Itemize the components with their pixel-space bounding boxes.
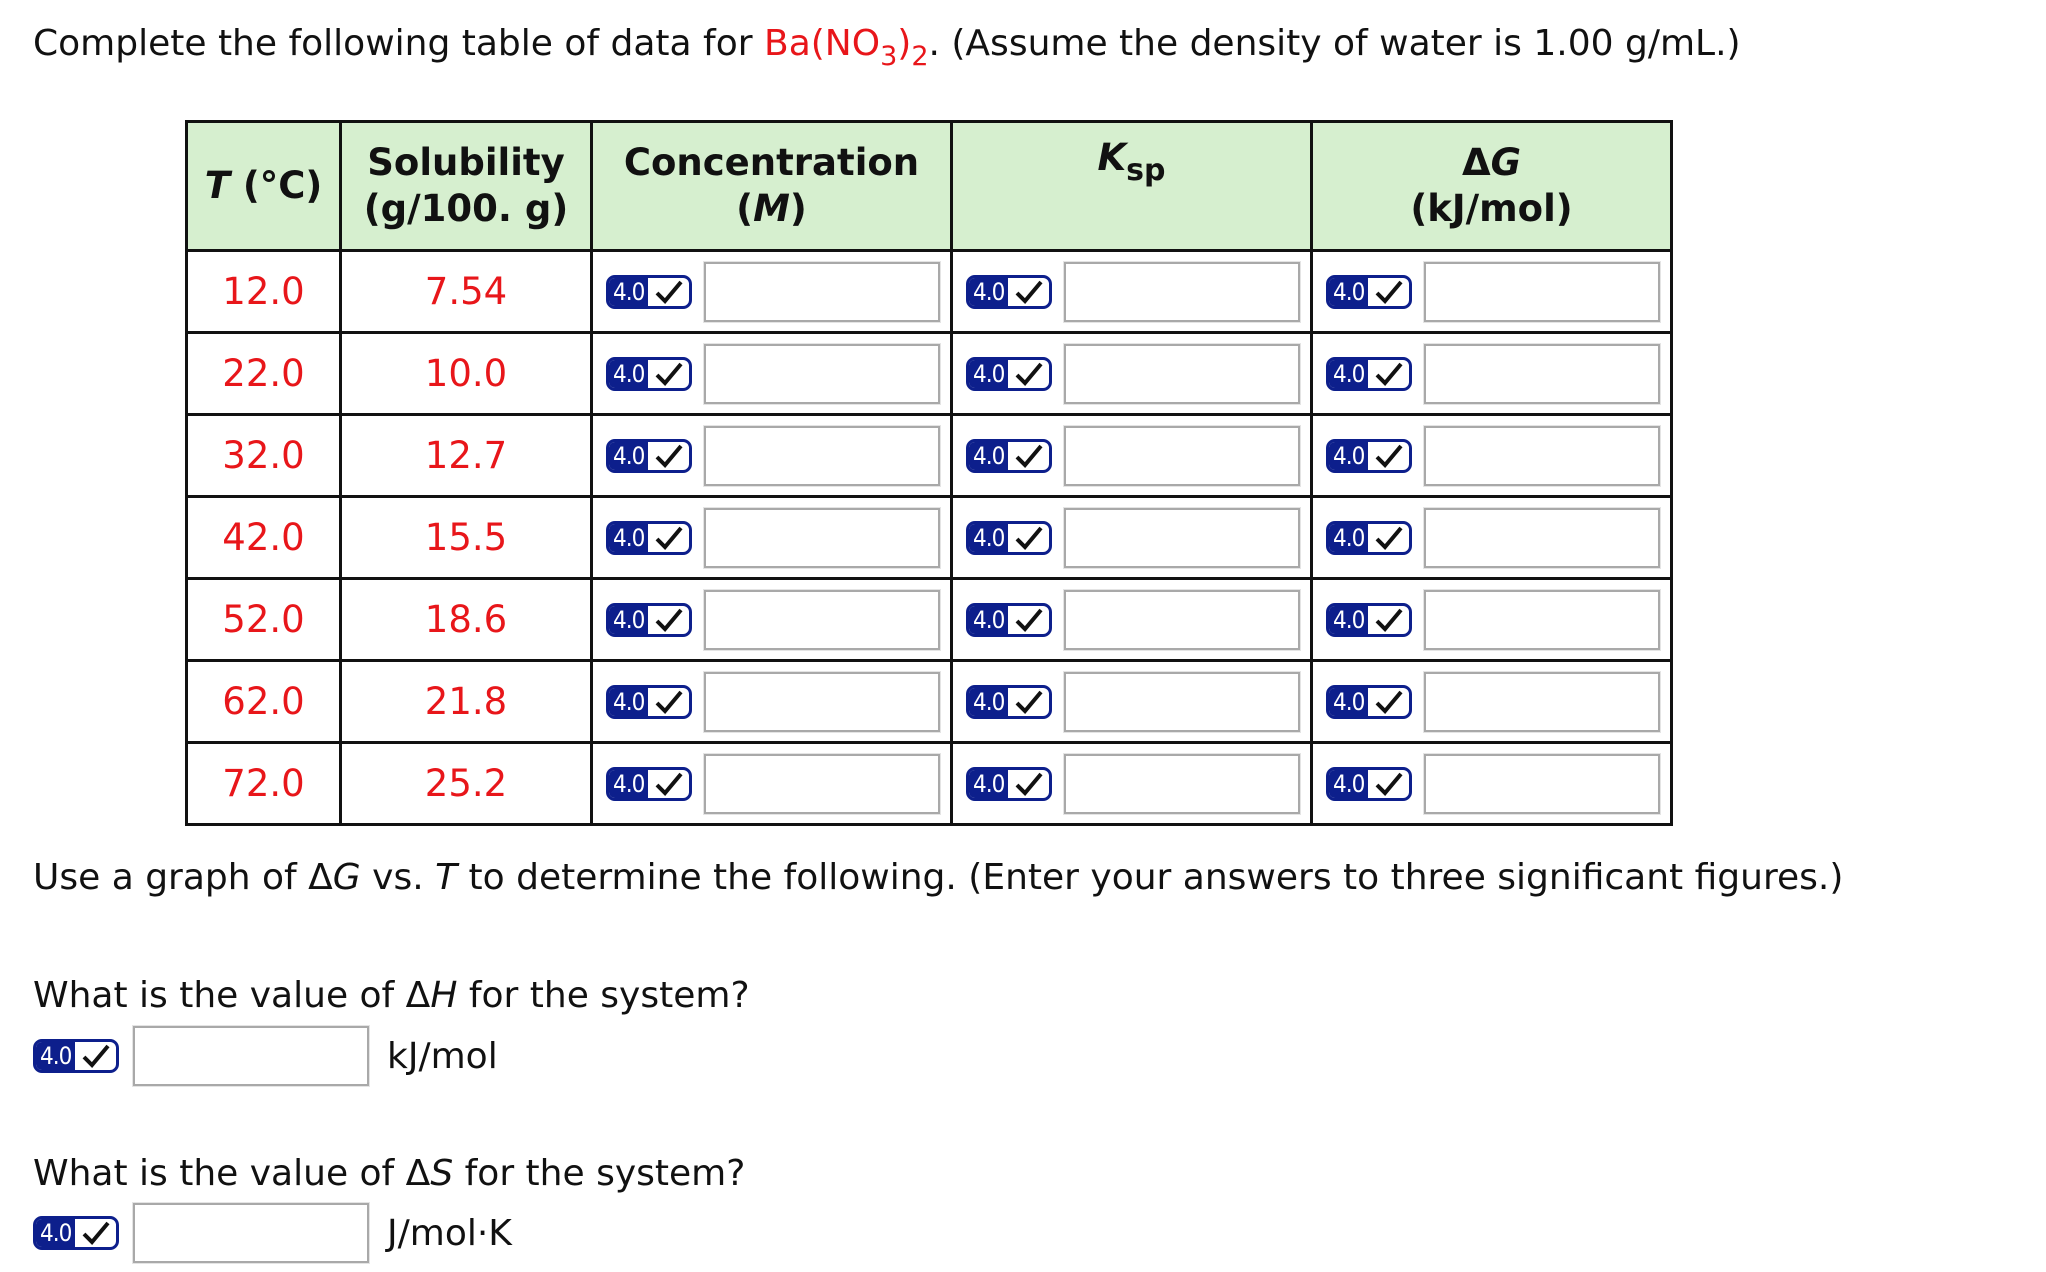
enthalpy-question: What is the value of ΔH for the system? bbox=[33, 975, 750, 1016]
delta-g-input[interactable] bbox=[1424, 262, 1660, 322]
ksp-cell bbox=[952, 579, 1312, 661]
delta-g-answer-group bbox=[1313, 426, 1670, 486]
delta-g-cell bbox=[1312, 743, 1672, 825]
temperature-cell: 22.0 bbox=[187, 333, 341, 415]
delta-g-answer-group bbox=[1313, 590, 1670, 650]
points-badge: 4.0 bbox=[1326, 603, 1412, 637]
solubility-cell: 25.2 bbox=[341, 743, 592, 825]
delta-g-cell bbox=[1312, 497, 1672, 579]
ksp-answer-group bbox=[953, 262, 1310, 322]
check-icon bbox=[1008, 688, 1049, 716]
points-badge: 4.0 bbox=[606, 439, 692, 473]
concentration-cell bbox=[592, 661, 952, 743]
check-icon bbox=[1368, 688, 1409, 716]
entropy-input[interactable] bbox=[133, 1203, 369, 1263]
points-badge: 4.0 bbox=[33, 1039, 119, 1073]
delta-g-input[interactable] bbox=[1424, 672, 1660, 732]
header-solubility: Solubility (g/100. g) bbox=[341, 122, 592, 251]
delta-g-cell bbox=[1312, 333, 1672, 415]
concentration-input[interactable] bbox=[704, 262, 940, 322]
delta-g-input[interactable] bbox=[1424, 426, 1660, 486]
solubility-cell: 18.6 bbox=[341, 579, 592, 661]
points-badge: 4.0 bbox=[606, 521, 692, 555]
delta-g-input[interactable] bbox=[1424, 508, 1660, 568]
concentration-cell bbox=[592, 415, 952, 497]
ksp-cell bbox=[952, 661, 1312, 743]
points-badge: 4.0 bbox=[1326, 521, 1412, 555]
intro-text bbox=[33, 22, 1741, 72]
ksp-cell bbox=[952, 415, 1312, 497]
ksp-input[interactable] bbox=[1064, 262, 1300, 322]
table-row bbox=[187, 497, 1672, 579]
delta-g-cell bbox=[1312, 579, 1672, 661]
delta-g-cell bbox=[1312, 661, 1672, 743]
concentration-input[interactable] bbox=[704, 508, 940, 568]
check-icon bbox=[1008, 442, 1049, 470]
concentration-cell bbox=[592, 579, 952, 661]
ksp-input[interactable] bbox=[1064, 754, 1300, 814]
concentration-cell bbox=[592, 497, 952, 579]
ksp-cell bbox=[952, 333, 1312, 415]
entropy-unit: J/mol·K bbox=[387, 1212, 512, 1254]
points-badge: 4.0 bbox=[966, 767, 1052, 801]
concentration-input[interactable] bbox=[704, 426, 940, 486]
check-icon bbox=[1368, 442, 1409, 470]
check-icon bbox=[1008, 524, 1049, 552]
ksp-answer-group bbox=[953, 426, 1310, 486]
points-badge: 4.0 bbox=[966, 275, 1052, 309]
ksp-answer-group bbox=[953, 672, 1310, 732]
table-header-row bbox=[187, 122, 1672, 251]
points-badge: 4.0 bbox=[606, 357, 692, 391]
delta-g-answer-group bbox=[1313, 508, 1670, 568]
intro-prefix: Complete the following table of data for bbox=[33, 23, 764, 64]
ksp-input[interactable] bbox=[1064, 508, 1300, 568]
delta-g-input[interactable] bbox=[1424, 344, 1660, 404]
check-icon bbox=[1368, 278, 1409, 306]
check-icon bbox=[648, 770, 689, 798]
concentration-answer-group bbox=[593, 426, 950, 486]
concentration-input[interactable] bbox=[704, 344, 940, 404]
concentration-input[interactable] bbox=[704, 672, 940, 732]
solubility-cell: 12.7 bbox=[341, 415, 592, 497]
enthalpy-input[interactable] bbox=[133, 1026, 369, 1086]
ksp-answer-group bbox=[953, 754, 1310, 814]
delta-g-answer-group bbox=[1313, 262, 1670, 322]
solubility-cell: 7.54 bbox=[341, 251, 592, 333]
check-icon bbox=[648, 360, 689, 388]
concentration-input[interactable] bbox=[704, 590, 940, 650]
concentration-answer-group bbox=[593, 590, 950, 650]
ksp-input[interactable] bbox=[1064, 672, 1300, 732]
concentration-input[interactable] bbox=[704, 754, 940, 814]
check-icon bbox=[648, 524, 689, 552]
points-badge: 4.0 bbox=[606, 685, 692, 719]
header-ksp: $K_{sp}$ bbox=[952, 122, 1312, 251]
points-badge: 4.0 bbox=[33, 1216, 119, 1250]
points-badge: 4.0 bbox=[606, 767, 692, 801]
ksp-input[interactable] bbox=[1064, 426, 1300, 486]
table-row bbox=[187, 579, 1672, 661]
temperature-cell: 62.0 bbox=[187, 661, 341, 743]
check-icon bbox=[75, 1219, 116, 1247]
check-icon bbox=[1008, 278, 1049, 306]
ksp-input[interactable] bbox=[1064, 590, 1300, 650]
check-icon bbox=[1368, 606, 1409, 634]
table-row bbox=[187, 251, 1672, 333]
solubility-cell: 15.5 bbox=[341, 497, 592, 579]
concentration-cell bbox=[592, 333, 952, 415]
concentration-answer-group bbox=[593, 672, 950, 732]
check-icon bbox=[1008, 770, 1049, 798]
entropy-question: What is the value of ΔS for the system? bbox=[33, 1153, 746, 1194]
concentration-cell bbox=[592, 251, 952, 333]
enthalpy-answer-row bbox=[33, 1026, 498, 1086]
check-icon bbox=[1368, 770, 1409, 798]
check-icon bbox=[1008, 606, 1049, 634]
check-icon bbox=[648, 606, 689, 634]
enthalpy-unit: kJ/mol bbox=[387, 1035, 498, 1077]
check-icon bbox=[75, 1042, 116, 1070]
check-icon bbox=[1368, 360, 1409, 388]
ksp-input[interactable] bbox=[1064, 344, 1300, 404]
temperature-cell: 72.0 bbox=[187, 743, 341, 825]
temperature-cell: 32.0 bbox=[187, 415, 341, 497]
table-row bbox=[187, 333, 1672, 415]
points-badge: 4.0 bbox=[966, 603, 1052, 637]
data-table bbox=[185, 120, 1673, 826]
ksp-answer-group bbox=[953, 344, 1310, 404]
delta-g-answer-group bbox=[1313, 754, 1670, 814]
ksp-cell bbox=[952, 743, 1312, 825]
delta-g-cell bbox=[1312, 251, 1672, 333]
solubility-cell: 21.8 bbox=[341, 661, 592, 743]
ksp-answer-group bbox=[953, 590, 1310, 650]
points-badge: 4.0 bbox=[1326, 685, 1412, 719]
graph-instruction: Use a graph of ΔG vs. T to determine the following. (Enter your answers to three significant figures.) bbox=[33, 857, 1844, 898]
concentration-answer-group bbox=[593, 508, 950, 568]
points-badge: 4.0 bbox=[1326, 767, 1412, 801]
concentration-answer-group bbox=[593, 344, 950, 404]
ksp-answer-group bbox=[953, 508, 1310, 568]
concentration-answer-group bbox=[593, 262, 950, 322]
solubility-cell: 10.0 bbox=[341, 333, 592, 415]
check-icon bbox=[648, 688, 689, 716]
intro-suffix: . (Assume the density of water is 1.00 g/mL.) bbox=[928, 23, 1741, 64]
compound-formula: $Ba(NO_3)_2$ bbox=[764, 23, 929, 72]
check-icon bbox=[1008, 360, 1049, 388]
temperature-cell: 52.0 bbox=[187, 579, 341, 661]
delta-g-input[interactable] bbox=[1424, 590, 1660, 650]
concentration-cell bbox=[592, 743, 952, 825]
points-badge: 4.0 bbox=[966, 685, 1052, 719]
points-badge: 4.0 bbox=[606, 603, 692, 637]
points-badge: 4.0 bbox=[1326, 275, 1412, 309]
delta-g-input[interactable] bbox=[1424, 754, 1660, 814]
delta-g-cell bbox=[1312, 415, 1672, 497]
table-row bbox=[187, 743, 1672, 825]
ksp-cell bbox=[952, 251, 1312, 333]
points-badge: 4.0 bbox=[1326, 357, 1412, 391]
points-badge: 4.0 bbox=[1326, 439, 1412, 473]
points-badge: 4.0 bbox=[966, 439, 1052, 473]
points-badge: 4.0 bbox=[606, 275, 692, 309]
header-temperature: T (°C) bbox=[187, 122, 341, 251]
points-badge: 4.0 bbox=[966, 521, 1052, 555]
delta-g-answer-group bbox=[1313, 672, 1670, 732]
points-badge: 4.0 bbox=[966, 357, 1052, 391]
delta-g-answer-group bbox=[1313, 344, 1670, 404]
check-icon bbox=[648, 442, 689, 470]
header-concentration: Concentration (M) bbox=[592, 122, 952, 251]
table-row bbox=[187, 661, 1672, 743]
table-row bbox=[187, 415, 1672, 497]
header-delta-g: ΔG (kJ/mol) bbox=[1312, 122, 1672, 251]
temperature-cell: 42.0 bbox=[187, 497, 341, 579]
check-icon bbox=[648, 278, 689, 306]
concentration-answer-group bbox=[593, 754, 950, 814]
ksp-cell bbox=[952, 497, 1312, 579]
check-icon bbox=[1368, 524, 1409, 552]
entropy-answer-row bbox=[33, 1203, 512, 1263]
temperature-cell: 12.0 bbox=[187, 251, 341, 333]
